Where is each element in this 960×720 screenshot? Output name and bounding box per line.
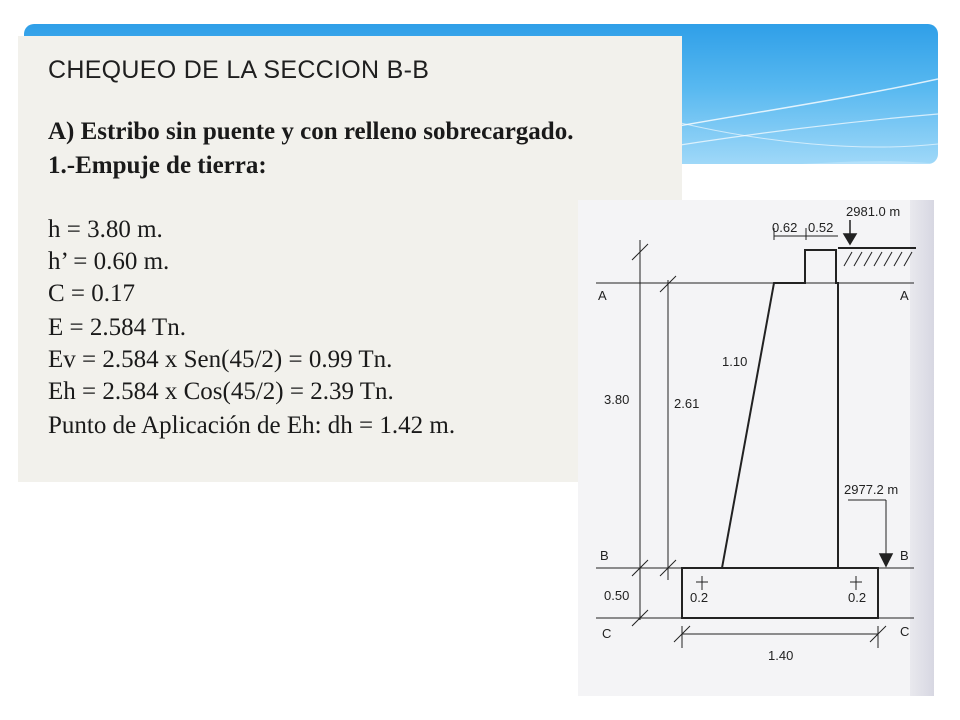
application-point: Punto de Aplicación de Eh: dh = 1.42 m. — [48, 412, 456, 439]
height-total-label: 3.80 — [604, 392, 630, 407]
section-b-right: B — [900, 548, 909, 563]
section-c-left: C — [602, 626, 612, 641]
height-stem-label: 2.61 — [674, 396, 700, 411]
toe-right-label: 0.2 — [848, 590, 867, 605]
slope-label: 1.10 — [722, 354, 748, 369]
value-eh: Eh = 2.584 x Cos(45/2) = 2.39 Tn. — [48, 378, 394, 405]
mid-load-label: 2977.2 m — [844, 482, 899, 497]
load-arrow-top — [844, 234, 856, 244]
value-e: E = 2.584 Tn. — [48, 314, 186, 341]
page-title: CHEQUEO DE LA SECCION B-B — [48, 56, 430, 84]
section-c-right: C — [900, 624, 910, 639]
value-h-prime: h’ = 0.60 m. — [48, 248, 170, 275]
base-width-label: 1.40 — [768, 648, 794, 663]
value-c: C = 0.17 — [48, 280, 136, 307]
top-width-1-label: 0.62 — [772, 220, 798, 235]
base-height-label: 0.50 — [604, 588, 630, 603]
section-heading: 1.-Empuje de tierra: — [48, 152, 267, 179]
section-a-left: A — [598, 288, 607, 303]
value-h: h = 3.80 m. — [48, 216, 163, 243]
drawing-svg — [578, 200, 934, 696]
top-load-label: 2981.0 m — [846, 204, 901, 219]
section-b-left: B — [600, 548, 609, 563]
value-ev: Ev = 2.584 x Sen(45/2) = 0.99 Tn. — [48, 346, 393, 373]
case-heading: A) Estribo sin puente y con relleno sobrecargado. — [48, 118, 574, 145]
section-a-right: A — [900, 288, 909, 303]
wall-outline — [722, 250, 838, 568]
wall-section-drawing — [578, 200, 934, 696]
toe-left-label: 0.2 — [690, 590, 709, 605]
load-arrow-mid — [880, 554, 892, 566]
top-width-2-label: 0.52 — [808, 220, 834, 235]
